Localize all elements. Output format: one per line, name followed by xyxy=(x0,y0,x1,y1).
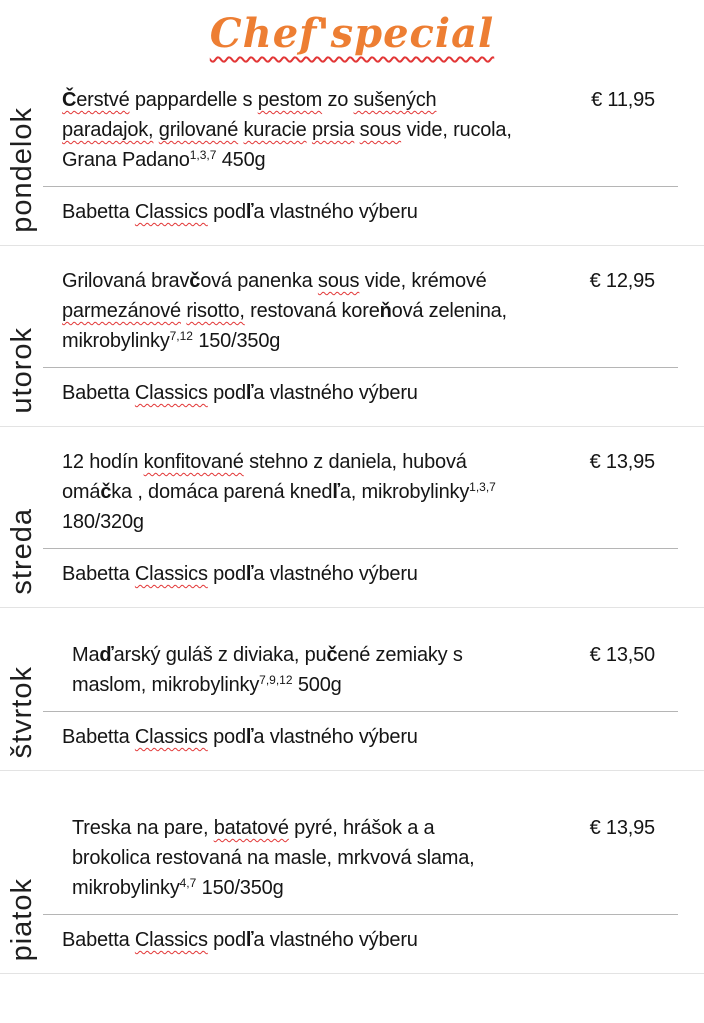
page-header xyxy=(0,0,704,72)
divider xyxy=(43,711,678,712)
menu-day-section xyxy=(0,246,704,427)
dish-row xyxy=(62,447,655,537)
dish-row xyxy=(62,85,655,175)
dish-description: Treska na pare, batatové pyré, hrášok a a brokolica restovaná na masle, mrkvová slama, mikrobylinky$^{4,7}$ 150/350g xyxy=(72,817,475,899)
babetta-note: Babetta Classics podľa vlastného výberu xyxy=(62,929,418,951)
dish-price: € 12,95 xyxy=(589,270,655,292)
menu-day-section xyxy=(0,608,704,771)
menu-day-section xyxy=(0,771,704,974)
babetta-note: Babetta Classics podľa vlastného výberu xyxy=(62,726,418,748)
divider xyxy=(43,914,678,915)
menu-days xyxy=(0,72,704,974)
babetta-note: Babetta Classics podľa vlastného výberu xyxy=(62,382,418,404)
dish-price: € 13,95 xyxy=(589,817,655,839)
day-label: streda xyxy=(6,508,38,595)
dish-row xyxy=(62,266,655,356)
divider xyxy=(43,367,678,368)
dish-price: € 13,95 xyxy=(589,451,655,473)
menu-day-section xyxy=(0,72,704,246)
dish-row xyxy=(62,640,655,700)
dish-description: Čerstvé pappardelle s pestom zo sušených paradajok, grilované kuracie prsia sous vide, rucola, Grana Padano$^{1,3,7}$ 450g xyxy=(62,89,512,171)
day-label: pondelok xyxy=(6,107,38,233)
dish-description: Grilovaná bravčová panenka sous vide, krémové parmezánové risotto, restovaná koreňová zelenina, mikrobylinky$^{7,12}$ 150/350g xyxy=(62,270,507,352)
divider xyxy=(43,548,678,549)
dish-price: € 13,50 xyxy=(589,644,655,666)
dish-price: € 11,95 xyxy=(591,89,655,111)
page-title xyxy=(209,10,495,57)
dish-description: 12 hodín konfitované stehno z daniela, hubová omáčka , domáca parená knedľa, mikrobylinky$^{1,3,7}$ 180/320g xyxy=(62,451,496,533)
dish-description: Maďarský guláš z diviaka, pučené zemiaky s maslom, mikrobylinky$^{7,9,12}$ 500g xyxy=(72,644,463,696)
babetta-note: Babetta Classics podľa vlastného výberu xyxy=(62,563,418,585)
divider xyxy=(43,186,678,187)
menu-day-section xyxy=(0,427,704,608)
day-label: štvrtok xyxy=(6,665,38,758)
dish-row xyxy=(62,813,655,903)
day-label: piatok xyxy=(6,877,38,961)
page-title-text: Chef'special xyxy=(209,10,495,57)
day-label: utorok xyxy=(6,327,38,414)
babetta-note: Babetta Classics podľa vlastného výberu xyxy=(62,201,418,223)
